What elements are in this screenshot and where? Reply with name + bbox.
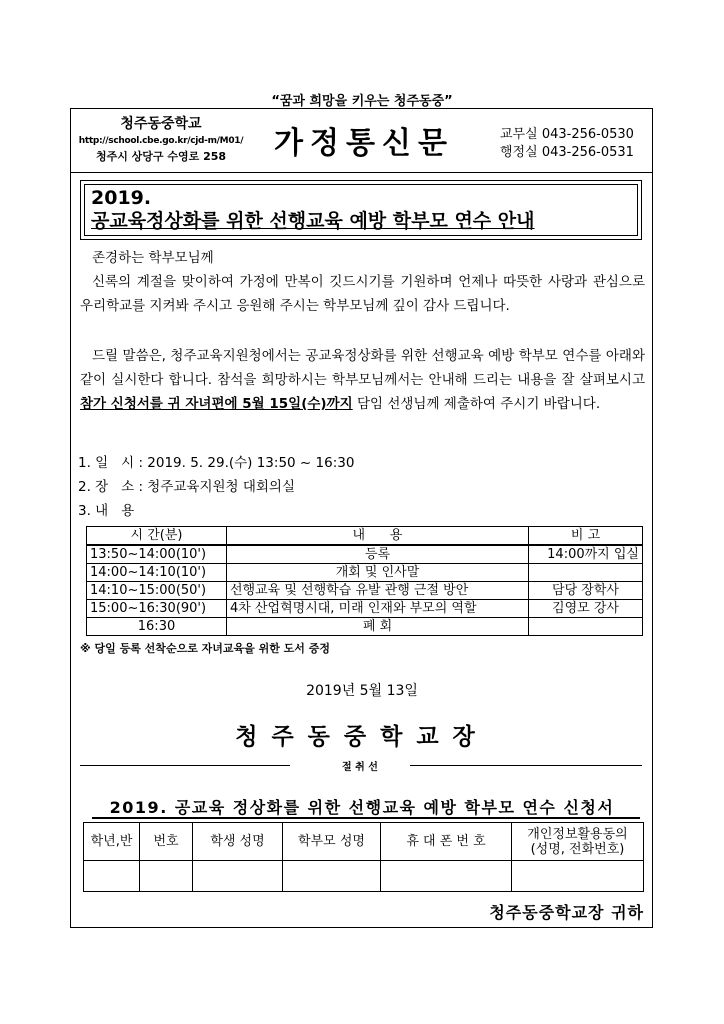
- info-place-label: 2. 장 소: [78, 479, 135, 495]
- motto: “꿈과 희망을 키우는 청주동중”: [271, 94, 453, 109]
- cut-line-left: [80, 765, 290, 766]
- gift-notice: ※ 당일 등록 선착순으로 자녀교육을 위한 도서 증정: [80, 642, 331, 655]
- form-header-consent: [512, 823, 644, 861]
- consent-line-2: (성명, 전화번호): [530, 841, 625, 857]
- table-row: [87, 600, 643, 618]
- form-header-row: [84, 823, 644, 861]
- schedule-note: 김영모 강사: [529, 600, 643, 618]
- form-cell-number[interactable]: [140, 861, 193, 892]
- table-row: [87, 618, 643, 636]
- cut-line-right: [410, 765, 642, 766]
- notice-title: [84, 184, 638, 236]
- form-cell-student-name[interactable]: [193, 861, 283, 892]
- info-place: [78, 475, 295, 499]
- contact-label: 행정실: [500, 145, 538, 160]
- form-header-number: 번호: [140, 823, 193, 861]
- contact-row: [500, 144, 634, 162]
- form-recipient: 청주동중학교장 귀하: [489, 903, 644, 922]
- application-form-title: 2019. 공교육 정상화를 위한 선행교육 예방 학부모 연수 신청서: [109, 798, 615, 817]
- schedule-table: [86, 526, 643, 636]
- paragraph-2-text: 드릴 말씀은, 청주교육지원청에서는 공교육정상화를 위한 선행교육 예방 학부모 연수를 아래와 같이 실시한다 합니다. 참석을 희망하시는 학부모님께서는 안내해 드리는 내용을 잘 살펴보시고: [80, 348, 645, 388]
- schedule-content: 4차 산업혁명시대, 미래 인재와 부모의 역할: [227, 600, 529, 618]
- school-info: [74, 115, 248, 165]
- form-entry-row: [84, 861, 644, 892]
- paragraph-1: 신록의 계절을 맞이하여 가정에 만복이 깃드시기를 기원하며 언제나 따뜻한 사랑과 관심으로 우리학교를 지켜봐 주시고 응원해 주시는 학부모님께 깊이 감사 드립니다.: [80, 274, 645, 314]
- form-cell-phone[interactable]: [381, 861, 512, 892]
- schedule-time: 13:50~14:00(10'): [87, 545, 227, 564]
- contact-label: 교무실: [500, 127, 538, 142]
- contact-row: [500, 126, 634, 144]
- schedule-time: 16:30: [87, 618, 227, 636]
- application-form-table: [83, 822, 644, 892]
- schedule-time: 15:00~16:30(90'): [87, 600, 227, 618]
- form-title-underline: [92, 817, 640, 819]
- schedule-header-content: 내 용: [227, 527, 529, 546]
- info-content-label: 3. 내 용: [78, 503, 135, 519]
- form-cell-grade-class[interactable]: [84, 861, 140, 892]
- schedule-time: 14:00~14:10(10'): [87, 564, 227, 582]
- contact-phone: 043-256-0531: [541, 145, 634, 160]
- schedule-header-row: [87, 527, 643, 546]
- paragraph-2-tail: 담임 선생님께 제출하여 주시기 바랍니다.: [352, 396, 601, 412]
- cut-line-label: 절 취 선: [342, 762, 378, 773]
- form-cell-parent-name[interactable]: [283, 861, 381, 892]
- form-header-parent-name: 학부모 성명: [283, 823, 381, 861]
- info-place-value: : 청주교육지원청 대회의실: [138, 479, 296, 495]
- info-date-label: 1. 일 시: [78, 455, 135, 471]
- schedule-content: 선행교육 및 선행학습 유발 관행 근절 방안: [227, 582, 529, 600]
- schedule-time: 14:10~15:00(50'): [87, 582, 227, 600]
- table-row: [87, 564, 643, 582]
- schedule-header-note: 비 고: [529, 527, 643, 546]
- notice-title-year: 2019.: [91, 187, 152, 209]
- contact-phone: 043-256-0530: [541, 127, 634, 142]
- info-date: [78, 451, 354, 475]
- info-content: [78, 499, 134, 523]
- form-header-grade-class: 학년,반: [84, 823, 140, 861]
- contact-info: [500, 126, 634, 162]
- schedule-note: 14:00까지 입실: [529, 545, 643, 564]
- deadline-emphasis: 참가 신청서를 귀 자녀편에 5월 15일(수)까지: [80, 396, 353, 412]
- schedule-note: [529, 618, 643, 636]
- schedule-note: [529, 564, 643, 582]
- consent-line-1: 개인정보활용동의: [527, 826, 628, 842]
- issue-date: 2019년 5월 13일: [306, 683, 418, 699]
- schedule-header-time: 시 간(분): [87, 527, 227, 546]
- notice-title-subject: 공교육정상화를 위한 선행교육 예방 학부모 연수 안내: [91, 210, 535, 232]
- greeting: 존경하는 학부모님께: [92, 250, 214, 266]
- form-header-phone: 휴 대 폰 번 호: [381, 823, 512, 861]
- schedule-content: 개회 및 인사말: [227, 564, 529, 582]
- info-date-value: : 2019. 5. 29.(수) 13:50 ~ 16:30: [138, 455, 355, 471]
- schedule-content: 폐 회: [227, 618, 529, 636]
- school-url: http://school.cbe.go.kr/cjd-m/M01/: [78, 136, 244, 146]
- schedule-note: 담당 장학사: [529, 582, 643, 600]
- paragraph-2: [80, 344, 645, 416]
- table-row: [87, 582, 643, 600]
- header-divider: [70, 172, 653, 173]
- principal-signature: 청주동중학교장: [235, 724, 489, 750]
- schedule-content: 등록: [227, 545, 529, 564]
- school-name: 청주동중학교: [120, 116, 202, 132]
- table-row: [87, 545, 643, 564]
- form-cell-consent[interactable]: [512, 861, 644, 892]
- form-header-student-name: 학생 성명: [193, 823, 283, 861]
- newsletter-title: 가정통신문: [274, 126, 454, 161]
- school-address: 청주시 상당구 수영로 258: [95, 150, 227, 163]
